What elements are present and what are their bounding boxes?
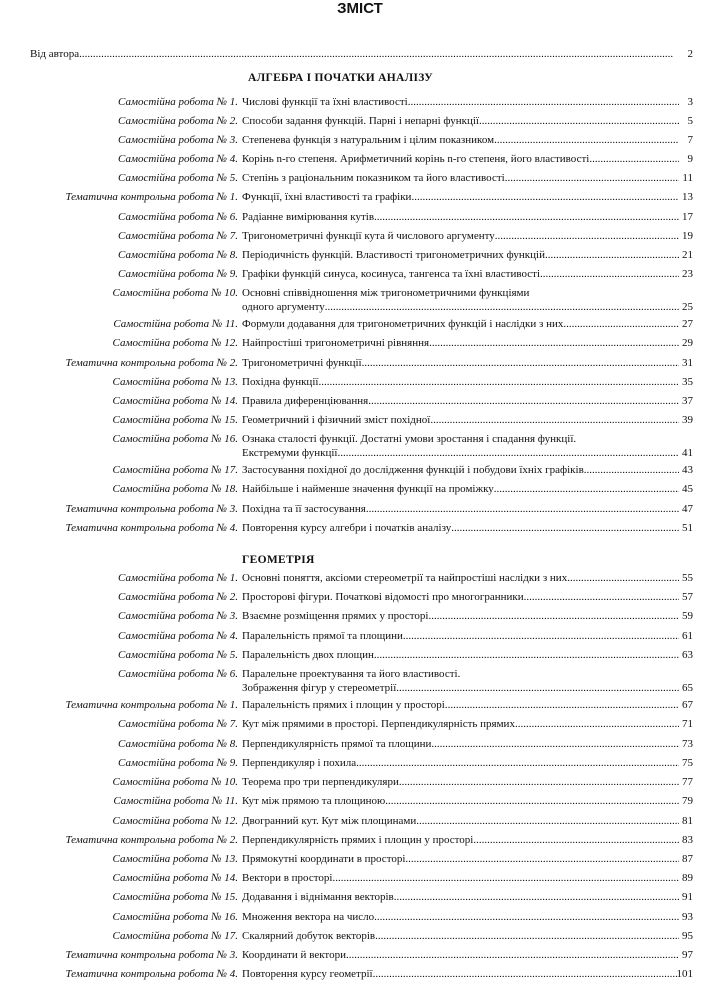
page-number: 7 xyxy=(687,134,693,146)
page-number: 5 xyxy=(687,115,693,127)
entry-label: Тематична контрольна робота № 4. xyxy=(65,968,238,980)
leader-dots xyxy=(368,394,679,408)
entry-label: Самостійна робота № 16. xyxy=(112,433,238,445)
toc-entry[interactable] xyxy=(30,248,693,262)
page-number: 65 xyxy=(682,682,693,694)
entry-body xyxy=(242,737,693,751)
entry-text: Взаємне розміщення прямих у просторі xyxy=(242,610,429,622)
entry-body xyxy=(242,929,693,943)
entry-text: Кут між прямими в просторі. Перпендикулярність прямих xyxy=(242,718,515,730)
entry-body xyxy=(242,463,693,477)
entry-label: Самостійна робота № 9. xyxy=(118,757,238,769)
toc-entry[interactable] xyxy=(30,286,693,314)
page-number: 37 xyxy=(682,395,693,407)
entry-body xyxy=(242,852,693,866)
page-number: 57 xyxy=(682,591,693,603)
entry-label: Самостійна робота № 7. xyxy=(118,230,238,242)
entry-label: Самостійна робота № 7. xyxy=(118,718,238,730)
leader-dots xyxy=(338,446,680,460)
toc-entry[interactable] xyxy=(30,890,693,904)
section-heading-algebra: АЛГЕБРА І ПОЧАТКИ АНАЛІЗУ xyxy=(248,72,434,84)
entry-text: Перпендикулярність прямої та площини xyxy=(242,738,432,750)
toc-entry[interactable] xyxy=(30,114,693,128)
toc-entry[interactable] xyxy=(30,775,693,789)
entry-text: Корінь n-го степеня. Арифметичний корінь n-го степеня, його властивості xyxy=(242,153,590,165)
page-number: 31 xyxy=(682,357,693,369)
entry-body xyxy=(242,629,693,643)
entry-body xyxy=(242,248,693,262)
leader-dots xyxy=(403,629,679,643)
toc-entry[interactable] xyxy=(30,171,693,185)
page-number: 61 xyxy=(682,630,693,642)
toc-entry[interactable] xyxy=(30,571,693,585)
entry-body xyxy=(242,521,693,535)
entry-label: Самостійна робота № 4. xyxy=(118,153,238,165)
leader-dots xyxy=(374,910,679,924)
leader-dots xyxy=(366,502,679,516)
page-number: 95 xyxy=(682,930,693,942)
entry-body xyxy=(242,394,693,408)
entry-label: Тематична контрольна робота № 3. xyxy=(65,949,238,961)
entry-body xyxy=(242,717,693,731)
entry-body xyxy=(242,375,693,389)
entry-text: Похідна та її застосування xyxy=(242,503,366,515)
toc-entry[interactable] xyxy=(30,629,693,643)
entry-body xyxy=(242,95,693,109)
toc-entry[interactable] xyxy=(30,336,693,350)
page-number: 39 xyxy=(682,414,693,426)
toc-entry[interactable] xyxy=(30,356,693,370)
entry-label: Самостійна робота № 11. xyxy=(113,795,238,807)
leader-dots xyxy=(394,890,679,904)
entry-text: Паралельність прямих і площин у просторі xyxy=(242,699,445,711)
entry-label: Самостійна робота № 18. xyxy=(112,483,238,495)
leader-dots xyxy=(445,698,679,712)
toc-entry[interactable] xyxy=(30,375,693,389)
entry-body xyxy=(242,317,693,331)
entry-text: Застосування похідної до дослідження функцій і побудови їхніх графіків xyxy=(242,464,584,476)
toc-entry[interactable] xyxy=(30,756,693,770)
entry-text: Множення вектора на число xyxy=(242,911,375,923)
toc-entry[interactable] xyxy=(30,502,693,516)
entry-text: Додавання і віднімання векторів xyxy=(242,891,394,903)
page-number: 45 xyxy=(682,483,693,495)
leader-dots xyxy=(524,590,679,604)
entry-label: Самостійна робота № 6. xyxy=(118,211,238,223)
entry-text: Графіки функцій синуса, косинуса, тангенса та їхні властивості xyxy=(242,268,540,280)
entry-label: Тематична контрольна робота № 2. xyxy=(65,834,238,846)
entry-label: Самостійна робота № 8. xyxy=(118,738,238,750)
entry-text: Паралельність двох площин xyxy=(242,649,374,661)
page-number: 43 xyxy=(682,464,693,476)
leader-dots xyxy=(325,300,679,314)
toc-entry[interactable] xyxy=(30,317,693,331)
entry-label: Самостійна робота № 14. xyxy=(112,395,238,407)
leader-dots xyxy=(79,47,679,61)
entry-body xyxy=(242,482,693,496)
entry-label: Самостійна робота № 15. xyxy=(112,891,238,903)
page-number: 47 xyxy=(682,503,693,515)
entry-body xyxy=(242,446,693,460)
entry-text: Найпростіші тригонометричні рівняння xyxy=(242,337,430,349)
page-number: 67 xyxy=(682,699,693,711)
entry-text-line1: Основні співвідношення між тригонометричними функціями xyxy=(242,287,530,299)
entry-text: Повторення курсу геометрії xyxy=(242,968,373,980)
entry-label: Тематична контрольна робота № 3. xyxy=(65,503,238,515)
leader-dots xyxy=(362,356,679,370)
entry-body xyxy=(242,114,693,128)
toc-entry[interactable] xyxy=(30,590,693,604)
leader-dots xyxy=(408,95,679,109)
entry-text-line1: Паралельне проектування та його властивості. xyxy=(242,668,461,680)
page-number: 89 xyxy=(682,872,693,884)
page-number: 77 xyxy=(682,776,693,788)
entry-label: Самостійна робота № 9. xyxy=(118,268,238,280)
entry-body xyxy=(242,133,693,147)
entry-label: Самостійна робота № 3. xyxy=(118,610,238,622)
entry-text-line1: Ознака сталості функції. Достатні умови зростання і спадання функції. xyxy=(242,433,577,445)
leader-dots xyxy=(589,152,679,166)
entry-body xyxy=(242,756,693,770)
entry-text: Паралельність прямої та площини xyxy=(242,630,403,642)
entry-label: Самостійна робота № 2. xyxy=(118,591,238,603)
entry-text: Перпендикуляр і похила xyxy=(242,757,357,769)
leader-dots xyxy=(374,648,679,662)
entry-text: Скалярний добуток векторів xyxy=(242,930,376,942)
toc-entry[interactable] xyxy=(30,95,693,109)
page-number: 51 xyxy=(682,522,693,534)
entry-text: Теорема про три перпендикуляри xyxy=(242,776,399,788)
leader-dots xyxy=(356,756,679,770)
entry-body xyxy=(242,871,693,885)
entry-text: Прямокутні координати в просторі xyxy=(242,853,406,865)
entry-label: Самостійна робота № 13. xyxy=(112,376,238,388)
entry-label: Самостійна робота № 2. xyxy=(118,115,238,127)
page-title: ЗМІСТ xyxy=(337,0,383,17)
page-number: 83 xyxy=(682,834,693,846)
entry-text: Кут між прямою та площиною xyxy=(242,795,386,807)
leader-dots xyxy=(346,948,679,962)
leader-dots xyxy=(451,521,679,535)
toc-entry[interactable] xyxy=(30,852,693,866)
leader-dots xyxy=(430,413,679,427)
toc-entry[interactable] xyxy=(30,929,693,943)
entry-text: Зображення фігур у стереометрії xyxy=(242,682,397,694)
entry-label: Самостійна робота № 16. xyxy=(112,911,238,923)
leader-dots xyxy=(385,794,679,808)
leader-dots xyxy=(545,248,679,262)
page-number: 59 xyxy=(682,610,693,622)
page-number: 17 xyxy=(682,211,693,223)
leader-dots xyxy=(411,190,679,204)
page-number: 93 xyxy=(682,911,693,923)
toc-entry[interactable] xyxy=(30,967,693,981)
entry-text: Періодичність функцій. Властивості тригонометричних функцій xyxy=(242,249,545,261)
leader-dots xyxy=(563,317,679,331)
toc-entry[interactable] xyxy=(30,737,693,751)
leader-dots xyxy=(505,171,679,185)
page-number: 11 xyxy=(682,172,693,184)
page-number: 75 xyxy=(682,757,693,769)
leader-dots xyxy=(416,814,679,828)
leader-dots xyxy=(428,609,679,623)
entry-label: Самостійна робота № 1. xyxy=(118,572,238,584)
entry-label: Тематична контрольна робота № 1. xyxy=(65,191,238,203)
entry-body xyxy=(242,681,693,695)
entry-label: Самостійна робота № 12. xyxy=(112,337,238,349)
page-number: 3 xyxy=(687,96,693,108)
toc-entry[interactable] xyxy=(30,267,693,281)
page-number: 29 xyxy=(682,337,693,349)
leader-dots xyxy=(373,967,677,981)
entry-text: Перпендикулярність прямих і площин у просторі xyxy=(242,834,474,846)
entry-text: Числові функції та їхні властивості xyxy=(242,96,408,108)
entry-label: Самостійна робота № 14. xyxy=(112,872,238,884)
leader-dots xyxy=(515,717,679,731)
toc-entry[interactable] xyxy=(30,814,693,828)
toc-entry[interactable] xyxy=(30,717,693,731)
entry-text: Функції, їхні властивості та графіки xyxy=(242,191,412,203)
entry-body xyxy=(242,890,693,904)
entry-text: Координати й вектори xyxy=(242,949,346,961)
entry-body xyxy=(242,794,693,808)
toc-entry[interactable] xyxy=(30,833,693,847)
entry-body xyxy=(242,210,693,224)
entry-text: Способи задання функцій. Парні і непарні функції xyxy=(242,115,479,127)
entry-text: Правила диференціювання xyxy=(242,395,369,407)
entry-label: Самостійна робота № 4. xyxy=(118,630,238,642)
entry-body xyxy=(242,833,693,847)
page-number: 23 xyxy=(682,268,693,280)
entry-text: Степінь з раціональним показником та його властивості xyxy=(242,172,505,184)
page-number: 27 xyxy=(682,318,693,330)
toc-entry[interactable] xyxy=(30,229,693,243)
entry-body xyxy=(242,267,693,281)
leader-dots xyxy=(332,871,679,885)
entry-label: Самостійна робота № 15. xyxy=(112,414,238,426)
entry-text: Повторення курсу алгебри і початків аналізу xyxy=(242,522,452,534)
entry-body xyxy=(242,698,693,712)
entry-text: Похідна функції xyxy=(242,376,319,388)
entry-label: Самостійна робота № 3. xyxy=(118,134,238,146)
entry-label: Самостійна робота № 10. xyxy=(112,287,238,299)
leader-dots xyxy=(494,133,679,147)
leader-dots xyxy=(473,833,679,847)
toc-entry-intro[interactable] xyxy=(30,47,693,61)
entry-body xyxy=(242,190,693,204)
toc-entry[interactable] xyxy=(30,190,693,204)
entry-text: Формули додавання для тригонометричних функцій і наслідки з них xyxy=(242,318,564,330)
entry-text: Основні поняття, аксіоми стереометрії та найпростіші наслідки з них xyxy=(242,572,568,584)
entry-label: Самостійна робота № 13. xyxy=(112,853,238,865)
toc-entry[interactable] xyxy=(30,413,693,427)
entry-body xyxy=(242,229,693,243)
leader-dots xyxy=(374,210,679,224)
leader-dots xyxy=(584,463,679,477)
leader-dots xyxy=(318,375,679,389)
toc-entry[interactable] xyxy=(30,463,693,477)
leader-dots xyxy=(540,267,679,281)
page-number: 13 xyxy=(682,191,693,203)
entry-body xyxy=(242,300,693,314)
entry-body xyxy=(242,590,693,604)
toc-entry[interactable] xyxy=(30,948,693,962)
toc-entry[interactable] xyxy=(30,667,693,695)
entry-body xyxy=(242,948,693,962)
entry-label: Самостійна робота № 17. xyxy=(112,930,238,942)
leader-dots xyxy=(399,775,679,789)
toc-entry[interactable] xyxy=(30,521,693,535)
entry-label: Самостійна робота № 6. xyxy=(118,668,238,680)
page-number: 25 xyxy=(682,301,693,313)
toc-entry[interactable] xyxy=(30,871,693,885)
page-number: 79 xyxy=(682,795,693,807)
entry-label: Самостійна робота № 12. xyxy=(112,815,238,827)
entry-body xyxy=(242,413,693,427)
entry-label: Самостійна робота № 8. xyxy=(118,249,238,261)
entry-text: Геометричний і фізичний зміст похідної xyxy=(242,414,431,426)
toc-entry[interactable] xyxy=(30,794,693,808)
entry-label: Самостійна робота № 10. xyxy=(112,776,238,788)
entry-label: Тематична контрольна робота № 4. xyxy=(65,522,238,534)
entry-body xyxy=(242,571,693,585)
toc-entry[interactable] xyxy=(30,394,693,408)
toc-entry[interactable] xyxy=(30,698,693,712)
page-number: 35 xyxy=(682,376,693,388)
entry-body xyxy=(242,502,693,516)
toc-entry[interactable] xyxy=(30,910,693,924)
leader-dots xyxy=(429,336,679,350)
entry-text: Тригонометричні функції кута й числового аргументу xyxy=(242,230,495,242)
page-number: 91 xyxy=(682,891,693,903)
toc-entry[interactable] xyxy=(30,432,693,460)
entry-body xyxy=(242,814,693,828)
entry-text: Просторові фігури. Початкові відомості про многогранники xyxy=(242,591,524,603)
page-number: 81 xyxy=(682,815,693,827)
leader-dots xyxy=(495,229,679,243)
entry-label: Самостійна робота № 17. xyxy=(112,464,238,476)
entry-body xyxy=(242,648,693,662)
entry-body xyxy=(242,171,693,185)
page-number: 87 xyxy=(682,853,693,865)
entry-text: одного аргументу xyxy=(242,301,325,313)
leader-dots xyxy=(479,114,679,128)
toc-entry[interactable] xyxy=(30,609,693,623)
page-number: 2 xyxy=(687,48,693,60)
leader-dots xyxy=(396,681,679,695)
leader-dots xyxy=(431,737,679,751)
toc-entry[interactable] xyxy=(30,648,693,662)
entry-body xyxy=(242,152,693,166)
entry-body xyxy=(242,967,693,981)
entry-label: Тематична контрольна робота № 1. xyxy=(65,699,238,711)
page-number: 19 xyxy=(682,230,693,242)
entry-text: Двогранний кут. Кут між площинами xyxy=(242,815,417,827)
page-number: 101 xyxy=(676,968,693,980)
toc-entry[interactable] xyxy=(30,210,693,224)
leader-dots xyxy=(567,571,679,585)
entry-body xyxy=(242,775,693,789)
page-number: 55 xyxy=(682,572,693,584)
page-number: 71 xyxy=(682,718,693,730)
page-number: 97 xyxy=(682,949,693,961)
entry-text: Тригонометричні функції xyxy=(242,357,362,369)
entry-text: Радіанне вимірювання кутів xyxy=(242,211,375,223)
leader-dots xyxy=(405,852,679,866)
entry-body xyxy=(242,356,693,370)
entry-body xyxy=(242,910,693,924)
entry-text: Вектори в просторі xyxy=(242,872,333,884)
page-number: 9 xyxy=(687,153,693,165)
page-number: 21 xyxy=(682,249,693,261)
toc-entry[interactable] xyxy=(30,482,693,496)
entry-text: Найбільше і найменше значення функції на проміжку xyxy=(242,483,494,495)
entry-body xyxy=(242,336,693,350)
section-heading-geometry: ГЕОМЕТРІЯ xyxy=(242,554,315,566)
entry-text: Степенева функція з натуральним і цілим показником xyxy=(242,134,495,146)
entry-label: Самостійна робота № 5. xyxy=(118,649,238,661)
page-number: 41 xyxy=(682,447,693,459)
toc-entry[interactable] xyxy=(30,152,693,166)
leader-dots xyxy=(375,929,679,943)
page-number: 63 xyxy=(682,649,693,661)
entry-body xyxy=(242,609,693,623)
leader-dots xyxy=(494,482,679,496)
entry-label: Самостійна робота № 1. xyxy=(118,96,238,108)
entry-label: Тематична контрольна робота № 2. xyxy=(65,357,238,369)
entry-label: Самостійна робота № 5. xyxy=(118,172,238,184)
entry-label: Самостійна робота № 11. xyxy=(113,318,238,330)
page-number: 73 xyxy=(682,738,693,750)
entry-text: Екстремуми функції xyxy=(242,447,338,459)
entry-text: Від автора xyxy=(30,48,80,60)
toc-entry[interactable] xyxy=(30,133,693,147)
